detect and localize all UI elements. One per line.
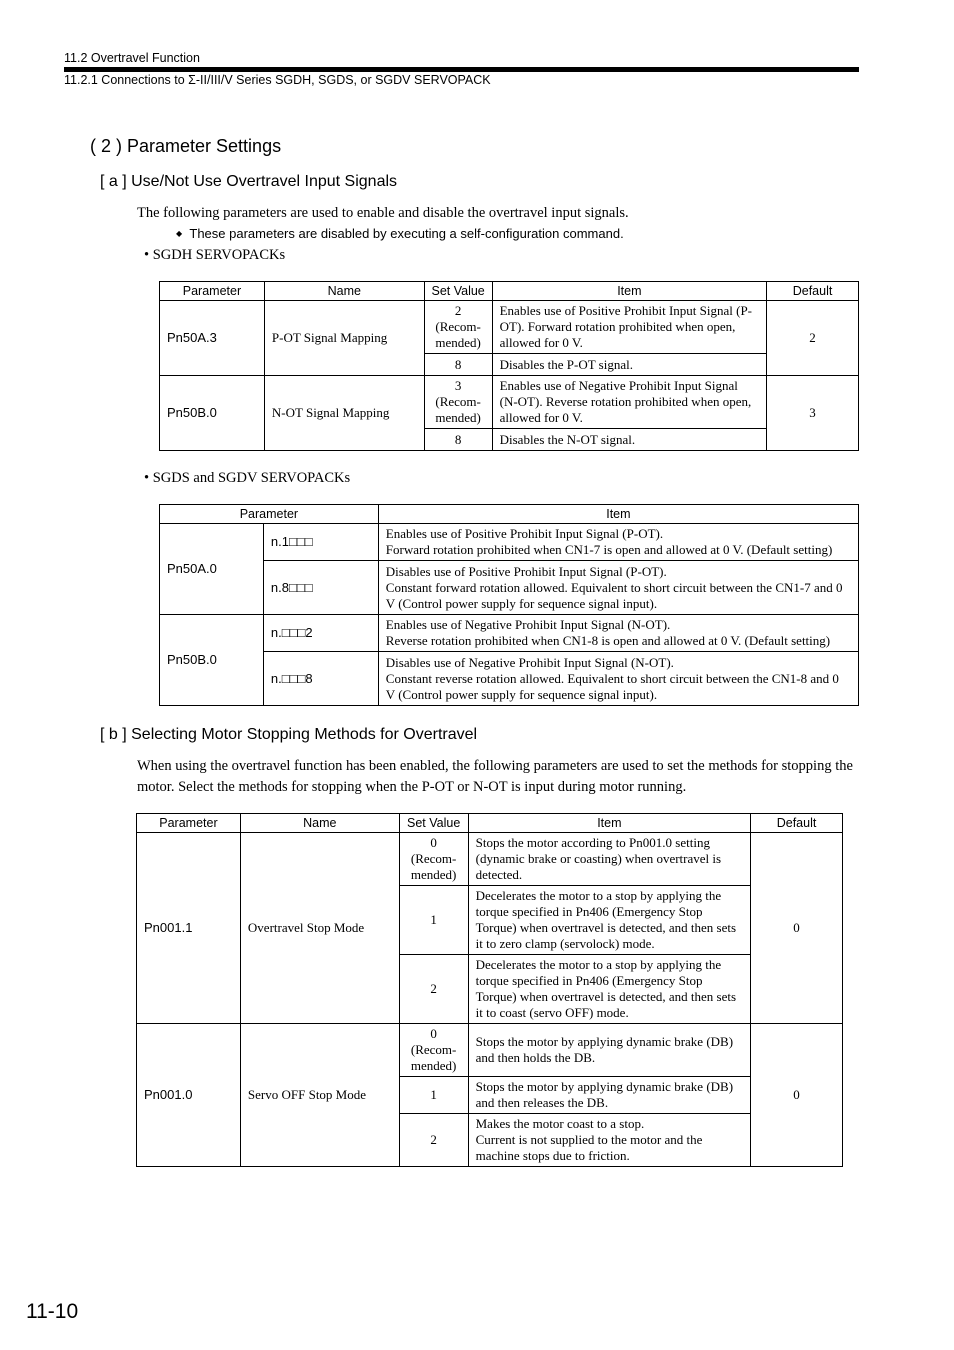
bullet-sgds: • SGDS and SGDV SERVOPACKs xyxy=(144,470,351,486)
column-header: Default xyxy=(767,282,859,301)
parameter-cell: Pn50A.3 xyxy=(160,301,265,376)
heading-section-b: [ b ] Selecting Motor Stopping Methods for Overtravel xyxy=(100,726,478,743)
table-sgdh-parameters xyxy=(159,281,859,451)
table-header-row xyxy=(137,814,843,833)
set-value-cell: n.□□□8 xyxy=(263,652,378,706)
set-value-cell: 0 (Recom- mended) xyxy=(399,833,468,886)
parameter-cell: Pn001.1 xyxy=(137,833,241,1024)
set-value-cell: 0 (Recom- mended) xyxy=(399,1024,468,1077)
table-row xyxy=(160,376,859,429)
table-row xyxy=(160,561,859,615)
name-cell: Overtravel Stop Mode xyxy=(240,833,399,1024)
heading-section-a: [ a ] Use/Not Use Overtravel Input Signals xyxy=(100,173,398,190)
set-value-cell: 3 (Recom- mended) xyxy=(424,376,492,429)
item-cell: Stops the motor by applying dynamic brake (DB) and then releases the DB. xyxy=(468,1077,750,1114)
header-subsection: 11.2.1 Connections to Σ-II/III/V Series SGDH, SGDS, or SGDV SERVOPACK xyxy=(64,73,491,87)
item-cell: Enables use of Negative Prohibit Input Signal (N-OT). Reverse rotation prohibited when open, allowed for 0 V. xyxy=(492,376,766,429)
set-value-cell: 2 xyxy=(399,955,468,1024)
column-header: Item xyxy=(378,505,858,524)
table-row xyxy=(137,833,843,886)
default-cell: 0 xyxy=(751,1024,843,1167)
table-stop-methods xyxy=(136,813,843,1167)
set-value-cell: 2 xyxy=(399,1114,468,1167)
table-row xyxy=(160,615,859,652)
table-row xyxy=(137,1024,843,1077)
set-value-cell: 2 (Recom- mended) xyxy=(424,301,492,354)
set-value-cell: 8 xyxy=(424,429,492,451)
table-sgds-parameters xyxy=(159,504,859,706)
set-value-cell: n.1□□□ xyxy=(263,524,378,561)
set-value-cell: 1 xyxy=(399,1077,468,1114)
name-cell: N-OT Signal Mapping xyxy=(264,376,424,451)
table-row xyxy=(160,524,859,561)
heading-parameter-settings: ( 2 ) Parameter Settings xyxy=(90,136,282,156)
column-header: Name xyxy=(240,814,399,833)
item-cell: Enables use of Positive Prohibit Input Signal (P-OT). Forward rotation prohibited when CN1-7 is open and allowed at 0 V. (Default setting) xyxy=(378,524,858,561)
set-value-cell: 8 xyxy=(424,354,492,376)
item-cell: Stops the motor according to Pn001.0 setting (dynamic brake or coasting) when overtravel is detected. xyxy=(468,833,750,886)
table-header-row xyxy=(160,282,859,301)
section-a-intro: The following parameters are used to enable and disable the overtravel input signals. xyxy=(137,205,629,221)
item-cell: Decelerates the motor to a stop by applying the torque specified in Pn406 (Emergency Stop Torque) when overtravel is detected, and then sets it to coast (servo OFF) mode. xyxy=(468,955,750,1024)
column-header: Name xyxy=(264,282,424,301)
item-cell: Enables use of Positive Prohibit Input Signal (P-OT). Forward rotation prohibited when open, allowed for 0 V. xyxy=(492,301,766,354)
section-b-intro: When using the overtravel function has been enabled, the following parameters are used to set the methods for stopping the motor. Select the methods for stopping when the P-OT or N-OT is input during motor running. xyxy=(137,758,853,795)
column-header: Parameter xyxy=(137,814,241,833)
item-cell: Makes the motor coast to a stop. Current is not supplied to the motor and the machine stops due to friction. xyxy=(468,1114,750,1167)
column-header: Set Value xyxy=(424,282,492,301)
bullet-sgdh: • SGDH SERVOPACKs xyxy=(144,247,286,263)
item-cell: Enables use of Negative Prohibit Input Signal (N-OT). Reverse rotation prohibited when CN1-8 is open and allowed at 0 V. (Default setting) xyxy=(378,615,858,652)
item-cell: Stops the motor by applying dynamic brake (DB) and then holds the DB. xyxy=(468,1024,750,1077)
note-bullet-icon: ◆ xyxy=(176,229,183,238)
item-cell: Disables the N-OT signal. xyxy=(492,429,766,451)
parameter-cell: Pn001.0 xyxy=(137,1024,241,1167)
parameter-cell: Pn50B.0 xyxy=(160,615,264,706)
default-cell: 0 xyxy=(751,833,843,1024)
default-cell: 2 xyxy=(767,301,859,376)
column-header: Item xyxy=(492,282,766,301)
column-header: Set Value xyxy=(399,814,468,833)
name-cell: Servo OFF Stop Mode xyxy=(240,1024,399,1167)
parameter-cell: Pn50A.0 xyxy=(160,524,264,615)
item-cell: Decelerates the motor to a stop by applying the torque specified in Pn406 (Emergency Stop Torque) when overtravel is detected, and then sets it to zero clamp (servolock) mode. xyxy=(468,886,750,955)
note-text: These parameters are disabled by executing a self-configuration command. xyxy=(189,226,624,241)
default-cell: 3 xyxy=(767,376,859,451)
header-rule xyxy=(64,67,859,72)
page-number: 11-10 xyxy=(26,1300,79,1323)
table-header-row xyxy=(160,505,859,524)
column-header: Parameter xyxy=(160,282,265,301)
parameter-cell: Pn50B.0 xyxy=(160,376,265,451)
header-section: 11.2 Overtravel Function xyxy=(64,51,200,65)
column-header: Item xyxy=(468,814,750,833)
item-cell: Disables the P-OT signal. xyxy=(492,354,766,376)
set-value-cell: 1 xyxy=(399,886,468,955)
table-row xyxy=(160,652,859,706)
section-a-note xyxy=(176,226,624,241)
item-cell: Disables use of Positive Prohibit Input Signal (P-OT). Constant forward rotation allowed. Equivalent to short circuit between the CN1-7 and 0 V (Control power supply for sequence signal input). xyxy=(378,561,858,615)
column-header: Default xyxy=(751,814,843,833)
name-cell: P-OT Signal Mapping xyxy=(264,301,424,376)
column-header: Parameter xyxy=(160,505,379,524)
set-value-cell: n.□□□2 xyxy=(263,615,378,652)
set-value-cell: n.8□□□ xyxy=(263,561,378,615)
table-row xyxy=(160,301,859,354)
item-cell: Disables use of Negative Prohibit Input Signal (N-OT). Constant reverse rotation allowed. Equivalent to short circuit between the CN1-8 and 0 V (Control power supply for sequence signal input). xyxy=(378,652,858,706)
